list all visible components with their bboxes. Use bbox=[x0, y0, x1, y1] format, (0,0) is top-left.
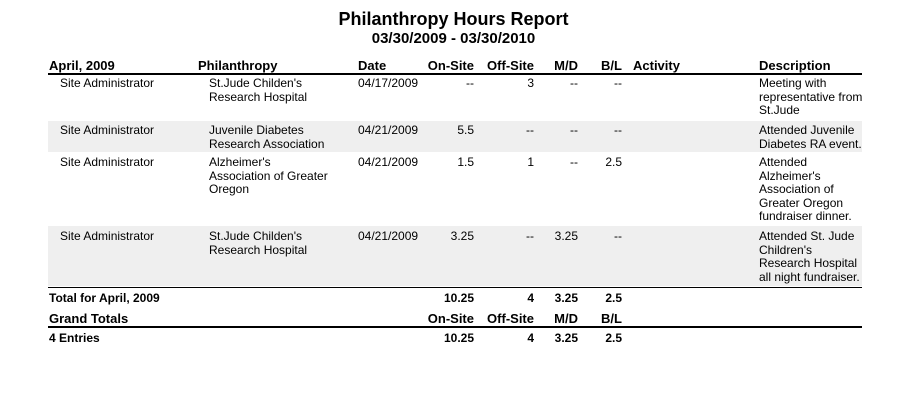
row-onsite: 5.5 bbox=[457, 123, 474, 137]
header-divider bbox=[48, 73, 862, 75]
row-description: Meeting with representative from St.Jude bbox=[759, 76, 863, 117]
row-description: Attended Alzheimer's Association of Greater Oregon fundraiser dinner. bbox=[759, 155, 852, 223]
month-total-md: 3.25 bbox=[554, 291, 578, 305]
grand-offsite-value: 4 bbox=[527, 331, 534, 345]
month-total-offsite: 4 bbox=[527, 291, 534, 305]
row-philanthropy: Juvenile Diabetes Research Association bbox=[209, 123, 325, 151]
entries-count: 4 Entries bbox=[49, 331, 100, 345]
row-philanthropy: Alzheimer's Association of Greater Oregon bbox=[209, 155, 328, 196]
row-onsite: -- bbox=[466, 76, 474, 90]
month-total-bl: 2.5 bbox=[605, 291, 622, 305]
month-total-label: Total for April, 2009 bbox=[49, 291, 160, 305]
philanthropy-header: Philanthropy bbox=[198, 58, 278, 73]
grand-bl-value: 2.5 bbox=[605, 331, 622, 345]
row-offsite: 3 bbox=[527, 76, 534, 90]
row-bl: -- bbox=[614, 229, 622, 243]
row-onsite: 3.25 bbox=[450, 229, 474, 243]
row-bl: 2.5 bbox=[605, 155, 622, 169]
description-header: Description bbox=[759, 58, 831, 73]
row-date: 04/21/2009 bbox=[358, 229, 419, 243]
report-title: Philanthropy Hours Report bbox=[338, 9, 569, 29]
row-description: Attended Juvenile Diabetes RA event. bbox=[759, 123, 862, 151]
row-philanthropy: St.Jude Childen's Research Hospital bbox=[209, 76, 308, 104]
grand-totals-divider bbox=[48, 326, 862, 328]
grand-md-header: M/D bbox=[554, 311, 578, 326]
row-offsite: 1 bbox=[527, 155, 534, 169]
group-header: April, 2009 bbox=[49, 58, 115, 73]
row-onsite: 1.5 bbox=[457, 155, 474, 169]
bl-header: B/L bbox=[601, 58, 622, 73]
report-date-range: 03/30/2009 - 03/30/2010 bbox=[371, 30, 536, 47]
row-philanthropy: St.Jude Childen's Research Hospital bbox=[209, 229, 308, 257]
row-bl: -- bbox=[614, 76, 622, 90]
row-date: 04/17/2009 bbox=[358, 76, 419, 90]
row-offsite: -- bbox=[526, 123, 534, 137]
row-user: Site Administrator bbox=[60, 76, 155, 90]
onsite-header: On-Site bbox=[427, 58, 474, 73]
grand-onsite-header: On-Site bbox=[427, 311, 474, 326]
month-total-onsite: 10.25 bbox=[443, 291, 474, 305]
row-md: -- bbox=[570, 155, 578, 169]
grand-onsite-value: 10.25 bbox=[443, 331, 474, 345]
row-user: Site Administrator bbox=[60, 155, 155, 169]
month-total-divider bbox=[48, 287, 862, 288]
row-date: 04/21/2009 bbox=[358, 155, 419, 169]
md-header: M/D bbox=[554, 58, 578, 73]
row-user: Site Administrator bbox=[60, 229, 155, 243]
row-md: -- bbox=[570, 123, 578, 137]
row-description: Attended St. Jude Children's Research Hospital all night fundraiser. bbox=[759, 229, 860, 284]
row-date: 04/21/2009 bbox=[358, 123, 419, 137]
offsite-header: Off-Site bbox=[487, 58, 534, 73]
grand-offsite-header: Off-Site bbox=[487, 311, 534, 326]
grand-totals-label: Grand Totals bbox=[49, 311, 129, 326]
row-md: -- bbox=[570, 76, 578, 90]
grand-bl-header: B/L bbox=[601, 311, 622, 326]
row-offsite: -- bbox=[526, 229, 534, 243]
row-md: 3.25 bbox=[554, 229, 578, 243]
grand-md-value: 3.25 bbox=[554, 331, 578, 345]
date-header: Date bbox=[358, 58, 387, 73]
activity-header: Activity bbox=[633, 58, 680, 73]
row-user: Site Administrator bbox=[60, 123, 155, 137]
row-bl: -- bbox=[614, 123, 622, 137]
